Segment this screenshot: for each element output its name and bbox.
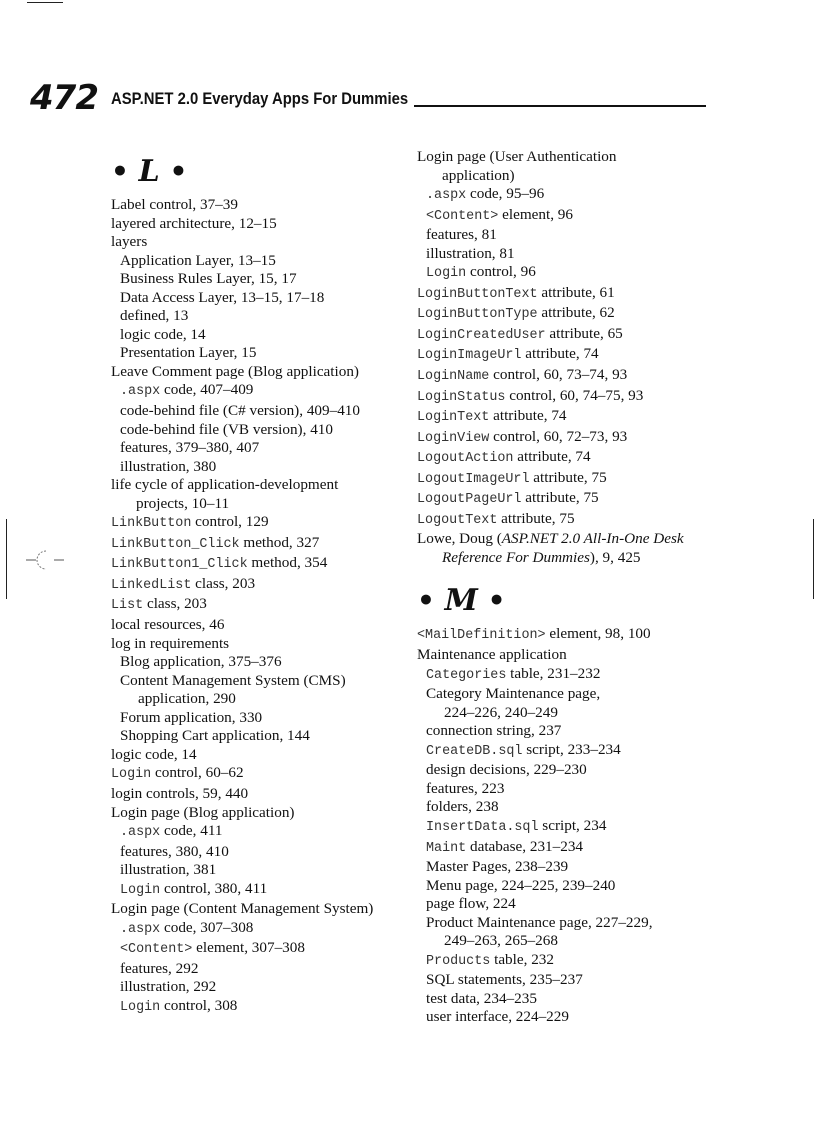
section-letter: L [138, 154, 160, 189]
index-subentry [111, 919, 411, 940]
entry-text: control, 96 [466, 263, 536, 281]
entry-text: layers [111, 233, 148, 251]
code-term: InsertData.sql [426, 819, 539, 835]
bullet-icon: • [417, 584, 435, 618]
index-subentry [417, 741, 717, 762]
index-entry [417, 932, 717, 951]
crop-mark-right [813, 519, 814, 599]
entry-text: attribute, 61 [537, 283, 615, 301]
entry-text: projects, 10–11 [136, 494, 230, 512]
entry-text: class, 203 [191, 574, 256, 592]
entry-text: Login page (User Authentication [417, 148, 617, 165]
index-entry [417, 345, 717, 366]
index-entry [111, 575, 411, 596]
entry-text: Login page (Content Management System) [111, 900, 374, 918]
entry-text: login controls, 59, 440 [111, 784, 249, 802]
entry-text: layered architecture, 12–15 [111, 214, 277, 232]
entry-text: test data, 234–235 [426, 989, 537, 1007]
crop-mark-top [27, 2, 63, 3]
code-term: .aspx [120, 825, 161, 841]
entry-text: Application Layer, 13–15 [120, 251, 276, 269]
entry-text: ), 9, 425 [589, 548, 641, 566]
entry-text: code, 307–308 [160, 918, 254, 936]
entry-text: local resources, 46 [111, 616, 225, 634]
book-title: ASP.NET 2.0 Everyday Apps For Dummies [111, 90, 409, 108]
entry-text: attribute, 74 [489, 407, 567, 425]
section-heading-m [417, 577, 717, 625]
index-entry [417, 428, 717, 449]
header-rule [414, 105, 706, 107]
index-subentry [111, 960, 411, 979]
section-letter: M [444, 583, 478, 619]
entry-text: connection string, 237 [426, 722, 562, 740]
index-list [111, 196, 411, 1018]
index-entry [111, 785, 411, 804]
entry-text: database, 231–234 [466, 837, 584, 855]
index-subentry [111, 458, 411, 477]
entry-text: logic code, 14 [120, 325, 206, 343]
entry-text: Shopping Cart application, 144 [120, 727, 310, 745]
entry-text: attribute, 75 [529, 468, 607, 486]
code-term: LoginView [417, 430, 490, 446]
entry-text: Master Pages, 238–239 [426, 858, 569, 876]
entry-text: SQL statements, 235–237 [426, 971, 583, 989]
index-subentry [111, 861, 411, 880]
index-subentry [417, 685, 717, 704]
index-subentry [111, 252, 411, 271]
code-term: LogoutImageUrl [417, 471, 530, 487]
code-term: LinkButton_Click [111, 536, 240, 552]
entry-text: page flow, 224 [426, 895, 516, 913]
entry-text: script, 233–234 [522, 740, 621, 758]
index-entry [111, 215, 411, 234]
entry-text: folders, 238 [426, 798, 499, 816]
index-subentry [111, 997, 411, 1018]
bullet-icon: • [487, 584, 506, 618]
entry-text: illustration, 292 [120, 978, 217, 996]
entry-text: 249–263, 265–268 [444, 932, 558, 950]
code-term: LinkedList [111, 577, 192, 593]
code-term: <MailDefinition> [417, 628, 546, 644]
index-column-right [417, 148, 717, 1027]
entry-text: Label control, 37–39 [111, 196, 238, 213]
entry-text: application, 290 [138, 690, 236, 708]
index-subentry [417, 838, 717, 859]
index-subentry [417, 761, 717, 780]
bullet-icon: • [169, 155, 188, 188]
index-subentry [417, 206, 717, 227]
code-term: <Content> [426, 208, 499, 224]
index-entry [111, 616, 411, 635]
entry-text: application) [442, 166, 515, 184]
entry-text: Business Rules Layer, 15, 17 [120, 270, 297, 288]
index-entry [417, 366, 717, 387]
code-term: Login [111, 767, 152, 783]
index-subentry [417, 722, 717, 741]
section-heading-l [111, 148, 411, 196]
code-term: List [111, 598, 144, 614]
entry-text: design decisions, 229–230 [426, 761, 587, 779]
index-subentry [111, 672, 411, 691]
registration-mark-icon [24, 548, 66, 572]
index-entry [111, 690, 411, 709]
index-subentry [111, 439, 411, 458]
entry-text: illustration, 381 [120, 861, 217, 879]
entry-text: user interface, 224–229 [426, 1008, 569, 1026]
index-entry [111, 513, 411, 534]
index-entry [111, 804, 411, 823]
index-entry [417, 448, 717, 469]
entry-text: control, 60–62 [151, 764, 244, 782]
index-subentry [417, 1008, 717, 1027]
index-entry [417, 387, 717, 408]
page-number: 472 [30, 78, 98, 118]
index-subentry [111, 270, 411, 289]
entry-text: Reference For Dummies [442, 548, 590, 566]
index-entry [417, 167, 717, 186]
code-term: CreateDB.sql [426, 743, 523, 759]
code-term: LoginImageUrl [417, 348, 522, 364]
index-subentry [417, 798, 717, 817]
index-entry [111, 534, 411, 555]
entry-text: code, 407–409 [160, 381, 254, 399]
index-subentry [111, 727, 411, 746]
index-entry [111, 635, 411, 654]
entry-text: log in requirements [111, 634, 230, 652]
code-term: LinkButton [111, 516, 192, 532]
entry-text: Forum application, 330 [120, 708, 263, 726]
entry-text: logic code, 14 [111, 745, 197, 763]
code-term: .aspx [120, 921, 161, 937]
index-entry [417, 469, 717, 490]
entry-text: control, 380, 411 [160, 879, 268, 897]
code-term: LinkButton1_Click [111, 557, 248, 573]
index-entry [417, 530, 717, 549]
index-subentry [417, 185, 717, 206]
index-subentry [417, 226, 717, 245]
entry-text: table, 231–232 [506, 664, 601, 682]
entry-text: Content Management System (CMS) [120, 671, 346, 689]
entry-text: control, 60, 74–75, 93 [505, 386, 644, 404]
index-subentry [111, 344, 411, 363]
index-subentry [111, 326, 411, 345]
index-subentry [111, 421, 411, 440]
entry-text: Menu page, 224–225, 239–240 [426, 876, 616, 894]
entry-text: code, 411 [160, 822, 223, 840]
code-term: .aspx [426, 188, 467, 204]
entry-text: Lowe, Doug ( [417, 530, 502, 548]
index-subentry [111, 307, 411, 326]
entry-text: control, 308 [160, 996, 238, 1014]
code-term: LoginText [417, 410, 490, 426]
code-term: .aspx [120, 384, 161, 400]
code-term: LogoutPageUrl [417, 492, 522, 508]
index-entry [417, 407, 717, 428]
entry-text: features, 380, 410 [120, 842, 229, 860]
code-term: Products [426, 953, 491, 969]
crop-mark-left [6, 519, 7, 599]
index-subentry [417, 263, 717, 284]
entry-text: defined, 13 [120, 307, 189, 325]
index-entry [417, 704, 717, 723]
entry-text: code, 95–96 [466, 185, 545, 203]
index-subentry [111, 381, 411, 402]
index-subentry [111, 843, 411, 862]
entry-text: ASP.NET 2.0 All-In-One Desk [501, 530, 684, 548]
index-entry [111, 554, 411, 575]
code-term: <Content> [120, 942, 193, 958]
index-entry [111, 900, 411, 919]
index-subentry [111, 939, 411, 960]
index-list [417, 148, 717, 567]
index-entry [111, 196, 411, 215]
entry-text: features, 223 [426, 779, 505, 797]
entry-text: control, 60, 72–73, 93 [489, 427, 628, 445]
index-entry [111, 495, 411, 514]
index-subentry [417, 914, 717, 933]
index-subentry [111, 978, 411, 997]
entry-text: attribute, 65 [545, 324, 623, 342]
index-subentry [417, 971, 717, 990]
entry-text: attribute, 74 [513, 448, 591, 466]
code-term: Categories [426, 667, 507, 683]
running-header [30, 78, 710, 118]
index-subentry [417, 245, 717, 264]
code-term: LoginButtonText [417, 286, 538, 302]
entry-text: method, 354 [247, 554, 328, 572]
entry-text: element, 96 [498, 205, 573, 223]
index-entry [417, 284, 717, 305]
entry-text: element, 307–308 [192, 939, 305, 957]
code-term: Maint [426, 840, 467, 856]
code-term: Login [426, 266, 467, 282]
entry-text: Category Maintenance page, [426, 685, 601, 703]
index-subentry [111, 289, 411, 308]
index-subentry [417, 895, 717, 914]
entry-text: Blog application, 375–376 [120, 653, 282, 671]
index-subentry [111, 880, 411, 901]
entry-text: life cycle of application-development [111, 476, 339, 494]
index-entry [417, 646, 717, 665]
entry-text: Product Maintenance page, 227–229, [426, 913, 653, 931]
entry-text: code-behind file (VB version), 410 [120, 420, 333, 438]
entry-text: illustration, 81 [426, 244, 515, 262]
entry-text: Leave Comment page (Blog application) [111, 362, 359, 380]
entry-text: features, 379–380, 407 [120, 439, 260, 457]
entry-text: element, 98, 100 [545, 625, 651, 643]
entry-text: control, 129 [191, 513, 269, 531]
index-entry [417, 549, 717, 568]
code-term: LoginStatus [417, 389, 506, 405]
index-subentry [111, 653, 411, 672]
index-column-left [111, 148, 411, 1018]
bullet-icon: • [111, 155, 129, 188]
entry-text: 224–226, 240–249 [444, 703, 558, 721]
index-entry [417, 304, 717, 325]
index-entry [417, 625, 717, 646]
entry-text: class, 203 [143, 595, 207, 613]
index-subentry [417, 665, 717, 686]
index-entry [417, 510, 717, 531]
entry-text: Data Access Layer, 13–15, 17–18 [120, 288, 325, 306]
index-entry [111, 764, 411, 785]
index-subentry [111, 402, 411, 421]
index-entry [111, 233, 411, 252]
index-subentry [417, 990, 717, 1009]
index-entry [111, 595, 411, 616]
code-term: LoginName [417, 369, 490, 385]
code-term: Login [120, 882, 161, 898]
entry-text: control, 60, 73–74, 93 [489, 366, 628, 384]
index-subentry [417, 817, 717, 838]
index-entry [111, 363, 411, 382]
index-subentry [417, 780, 717, 799]
entry-text: Presentation Layer, 15 [120, 344, 257, 362]
entry-text: features, 81 [426, 226, 497, 244]
index-subentry [417, 951, 717, 972]
index-subentry [111, 822, 411, 843]
code-term: LogoutAction [417, 451, 514, 467]
entry-text: method, 327 [239, 533, 320, 551]
entry-text: script, 234 [538, 816, 607, 834]
entry-text: table, 232 [490, 950, 554, 968]
index-subentry [111, 709, 411, 728]
code-term: Login [120, 999, 161, 1015]
entry-text: attribute, 75 [521, 489, 599, 507]
index-entry [417, 325, 717, 346]
index-list [417, 625, 717, 1026]
entry-text: attribute, 75 [497, 509, 575, 527]
index-entry [111, 746, 411, 765]
index-subentry [417, 858, 717, 877]
index-subentry [417, 877, 717, 896]
index-entry [417, 489, 717, 510]
entry-text: Login page (Blog application) [111, 803, 295, 821]
index-entry [417, 148, 717, 167]
entry-text: Maintenance application [417, 646, 567, 664]
code-term: LoginButtonType [417, 307, 538, 323]
entry-text: attribute, 62 [537, 304, 615, 322]
entry-text: illustration, 380 [120, 457, 217, 475]
code-term: LogoutText [417, 512, 498, 528]
entry-text: code-behind file (C# version), 409–410 [120, 402, 360, 420]
code-term: LoginCreatedUser [417, 327, 546, 343]
index-entry [111, 476, 411, 495]
entry-text: features, 292 [120, 959, 199, 977]
entry-text: attribute, 74 [521, 345, 599, 363]
